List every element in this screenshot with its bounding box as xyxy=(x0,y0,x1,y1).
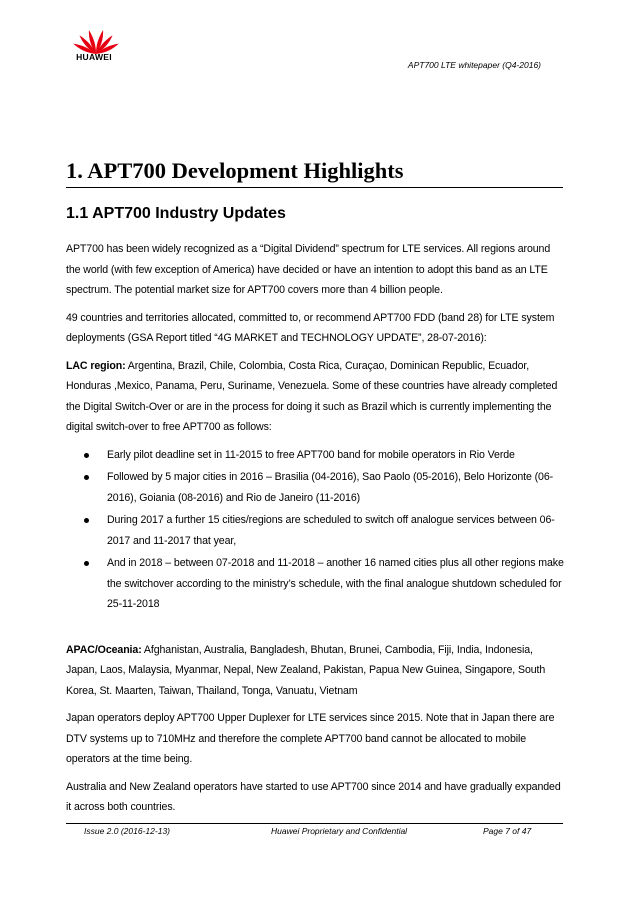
list-item xyxy=(66,445,566,466)
body-text xyxy=(66,239,566,825)
footer-issue: Issue 2.0 (2016-12-13) xyxy=(84,826,170,836)
paragraph-japan: Japan operators deploy APT700 Upper Duplexer for LTE services since 2015. Note that in Japan there are DTV systems up to 710MHz and therefore the complete APT700 band cannot be allocated to mobile operators at the time being. xyxy=(66,712,555,765)
paragraph-lac xyxy=(66,356,566,438)
list-item-text: Early pilot deadline set in 11-2015 to free APT700 band for mobile operators in Rio Verde xyxy=(107,448,515,461)
list-item xyxy=(66,510,566,551)
lac-text: Argentina, Brazil, Chile, Colombia, Costa Rica, Curaçao, Dominican Republic, Ecuador, Honduras ,Mexico, Panama, Peru, Suriname, Venezuela. Some of these countries have already completed the Digital Switch-Over or are in the process for doing it such as Brazil which is currently implementing the digital switch-over to free APT700 as follows: xyxy=(66,359,558,433)
list-item-text: Followed by 5 major cities in 2016 – Brasilia (04-2016), Sao Paolo (05-2016), Belo Horizonte (06-2016), Goiania (08-2016) and Rio de Janeiro (11-2016) xyxy=(107,471,554,504)
apac-text: Afghanistan, Australia, Bangladesh, Bhutan, Brunei, Cambodia, Fiji, India, Indonesia, Japan, Laos, Malaysia, Myanmar, Nepal, New Zealand, Pakistan, Papua New Guinea, Singapore, South Korea, St. Maarten, Taiwan, Thailand, Tonga, Vanuatu, Vietnam xyxy=(66,643,546,697)
bullet-list xyxy=(66,445,566,615)
lac-label: LAC region: xyxy=(66,359,126,372)
list-item xyxy=(66,467,566,508)
apac-label: APAC/Oceania: xyxy=(66,643,142,656)
spacer xyxy=(66,622,566,640)
list-item-text: And in 2018 – between 07-2018 and 11-2018 – another 16 named cities plus all other regions make the switchover according to the ministry’s schedule, with the final analogue shutdown scheduled for 25-11-2018 xyxy=(107,557,564,610)
footer-proprietary: Huawei Proprietary and Confidential xyxy=(271,826,408,836)
huawei-logo-icon xyxy=(66,25,126,69)
list-item-text: During 2017 a further 15 cities/regions are scheduled to switch off analogue services between 06-2017 and 11-2017 that year, xyxy=(107,514,555,547)
footer-page-number: Page 7 of 47 xyxy=(483,826,532,836)
bullet-icon xyxy=(84,475,89,480)
subsection-heading: 1.1 APT700 Industry Updates xyxy=(66,205,286,222)
section-heading: 1. APT700 Development Highlights xyxy=(66,158,563,188)
paragraph-countries: 49 countries and territories allocated, committed to, or recommend APT700 FDD (band 28) for LTE system deployments (GSA Report titled “4G MARKET and TECHNOLOGY UPDATE”, 28-07-2016): xyxy=(66,311,555,344)
paragraph-apac xyxy=(66,640,566,702)
bullet-icon xyxy=(84,518,89,523)
bullet-icon xyxy=(84,453,89,458)
document-title: APT700 LTE whitepaper (Q4-2016) xyxy=(407,60,541,70)
logo-text: HUAWEI xyxy=(76,52,112,62)
bullet-icon xyxy=(84,561,89,566)
list-item xyxy=(66,553,566,615)
footer-divider xyxy=(66,823,563,824)
paragraph-intro: APT700 has been widely recognized as a “Digital Dividend” spectrum for LTE services. All regions around the world (with few exception of America) have decided or have an intention to adopt this band as an LTE spectrum. The potential market size for APT700 covers more than 4 billion people. xyxy=(66,243,551,296)
paragraph-australia-nz: Australia and New Zealand operators have started to use APT700 since 2014 and have gradually expanded it across both countries. xyxy=(66,780,561,813)
